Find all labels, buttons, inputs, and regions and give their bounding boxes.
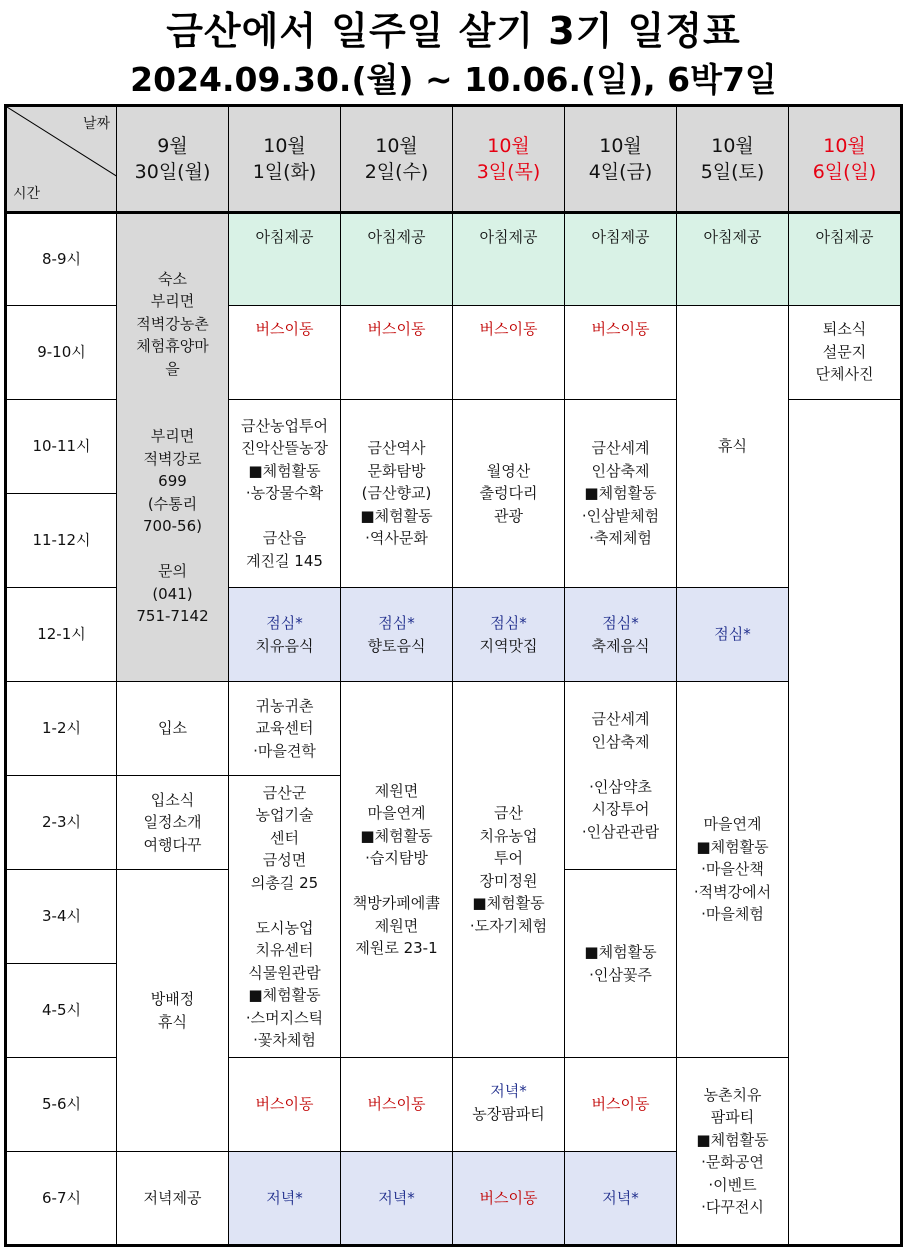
time-label: 8-9시: [6, 213, 117, 306]
dinner-cell: 저녁*: [565, 1152, 677, 1246]
dinner-label: 저녁*: [490, 1082, 527, 1100]
breakfast-cell: 아침제공: [341, 213, 453, 306]
empty-cell: [789, 400, 902, 1246]
farm-party-label: 농장팜파티: [472, 1104, 545, 1123]
schedule-title: 금산에서 일주일 살기 3기 일정표: [166, 9, 741, 53]
healing-party-cell: 농촌치유 팜파티 ■체험활동 ·문화공연 ·이벤트 ·다꾸전시: [677, 1058, 789, 1246]
dinner-cell: 저녁*: [341, 1152, 453, 1246]
lunch-label: 점심*: [378, 614, 415, 632]
time-label: 5-6시: [6, 1058, 117, 1152]
lunch-label: 점심*: [490, 614, 527, 632]
history-tour-cell: 금산역사 문화탐방 (금산향교) ■체험활동 ·역사문화: [341, 400, 453, 588]
dinner-cell: 저녁*: [229, 1152, 341, 1246]
time-label: 10-11시: [6, 400, 117, 494]
header-row: [6, 106, 902, 213]
healing-farm-cell: 금산 치유농업 투어 장미정원 ■체험활동 ·도자기체험: [453, 682, 565, 1058]
bus-move-cell: 버스이동: [341, 1058, 453, 1152]
breakfast-cell: 아침제공: [789, 213, 902, 306]
day-header-1002: 10월 2일(수): [341, 106, 453, 213]
village-activity-cell: 마을연계 ■체험활동 ·마을산책 ·적벽강에서 ·마을체험: [677, 682, 789, 1058]
bus-move-cell: 버스이동: [565, 306, 677, 400]
breakfast-cell: 아침제공: [565, 213, 677, 306]
day-header-0930: 9월 30일(월): [117, 106, 229, 213]
orientation-cell: 입소식 일정소개 여행다꾸: [117, 776, 229, 870]
corner-date-label: 날짜: [82, 116, 110, 132]
time-label: 3-4시: [6, 870, 117, 964]
bus-move-cell: 버스이동: [453, 306, 565, 400]
breakfast-cell: 아침제공: [677, 213, 789, 306]
corner-cell: [6, 106, 117, 213]
lunch-label: 점심*: [266, 614, 303, 632]
farm-tour-cell: 금산농업투어 진악산뜰농장 ■체험활동 ·농장물수확 금산읍 계진길 145: [229, 400, 341, 588]
lunch-menu: 축제음식: [591, 636, 650, 655]
village-link-cell: 제원면 마을연계 ■체험활동 ·습지탐방 책방카페에書 제원면 제원로 23-1: [341, 682, 453, 1058]
bus-move-cell: 버스이동: [565, 1058, 677, 1152]
breakfast-cell: 아침제공: [229, 213, 341, 306]
bridge-tour-cell: 월영산 출렁다리 관광: [453, 400, 565, 588]
schedule-table: [4, 104, 903, 1247]
lunch-cell: [565, 588, 677, 682]
time-label: 1-2시: [6, 682, 117, 776]
day-header-1004: 10월 4일(금): [565, 106, 677, 213]
bus-move-cell: 버스이동: [229, 1058, 341, 1152]
time-label: 9-10시: [6, 306, 117, 400]
time-label: 11-12시: [6, 494, 117, 588]
dinner-provided-cell: 저녁제공: [117, 1152, 229, 1246]
checkin-cell: 입소: [117, 682, 229, 776]
lunch-cell: [341, 588, 453, 682]
lunch-cell: 점심*: [677, 588, 789, 682]
agri-center-cell: 금산군 농업기술 센터 금성면 의총길 25 도시농업 치유센터 식물원관람 ■체험활동 ·스머지스틱 ·꽃차체험: [229, 776, 341, 1058]
day-header-1006: 10월 6일(일): [789, 106, 902, 213]
checkout-cell: 퇴소식 설문지 단체사진: [789, 306, 902, 400]
lunch-cell: [453, 588, 565, 682]
ginseng-market-cell: 금산세계 인삼축제 ·인삼약초 시장투어 ·인삼관관람: [565, 682, 677, 870]
day-header-1001: 10월 1일(화): [229, 106, 341, 213]
village-visit-cell: 귀농귀촌 교육센터 ·마을견학: [229, 682, 341, 776]
schedule-period: 2024.09.30.(월) ~ 10.06.(일), 6박7일: [130, 60, 777, 99]
room-rest-cell: 방배정 휴식: [117, 870, 229, 1152]
time-label: 4-5시: [6, 964, 117, 1058]
day-header-1005: 10월 5일(토): [677, 106, 789, 213]
time-label: 12-1시: [6, 588, 117, 682]
lunch-cell: [229, 588, 341, 682]
breakfast-cell: 아침제공: [453, 213, 565, 306]
time-label: 2-3시: [6, 776, 117, 870]
farm-party-cell: [453, 1058, 565, 1152]
corner-time-label: 시간: [13, 186, 41, 202]
lunch-menu: 지역맛집: [479, 636, 538, 655]
time-label: 6-7시: [6, 1152, 117, 1246]
lunch-label: 점심*: [602, 614, 639, 632]
lunch-menu: 향토음식: [367, 636, 426, 655]
rest-cell: 휴식: [677, 306, 789, 588]
ginseng-festival-cell: 금산세계 인삼축제 ■체험활동 ·인삼밭체험 ·축제체험: [565, 400, 677, 588]
day-header-1003: 10월 3일(목): [453, 106, 565, 213]
bus-move-cell: 버스이동: [229, 306, 341, 400]
bus-move-cell: 버스이동: [341, 306, 453, 400]
lodging-info-cell: 숙소 부리면 적벽강농촌 체험휴양마 을 부리면 적벽강로 699 (수통리 700-56) 문의 (041) 751-7142: [117, 213, 229, 682]
ginseng-flower-cell: ■체험활동 ·인삼꽃주: [565, 870, 677, 1058]
bus-move-cell: 버스이동: [453, 1152, 565, 1246]
lunch-menu: 치유음식: [255, 636, 314, 655]
